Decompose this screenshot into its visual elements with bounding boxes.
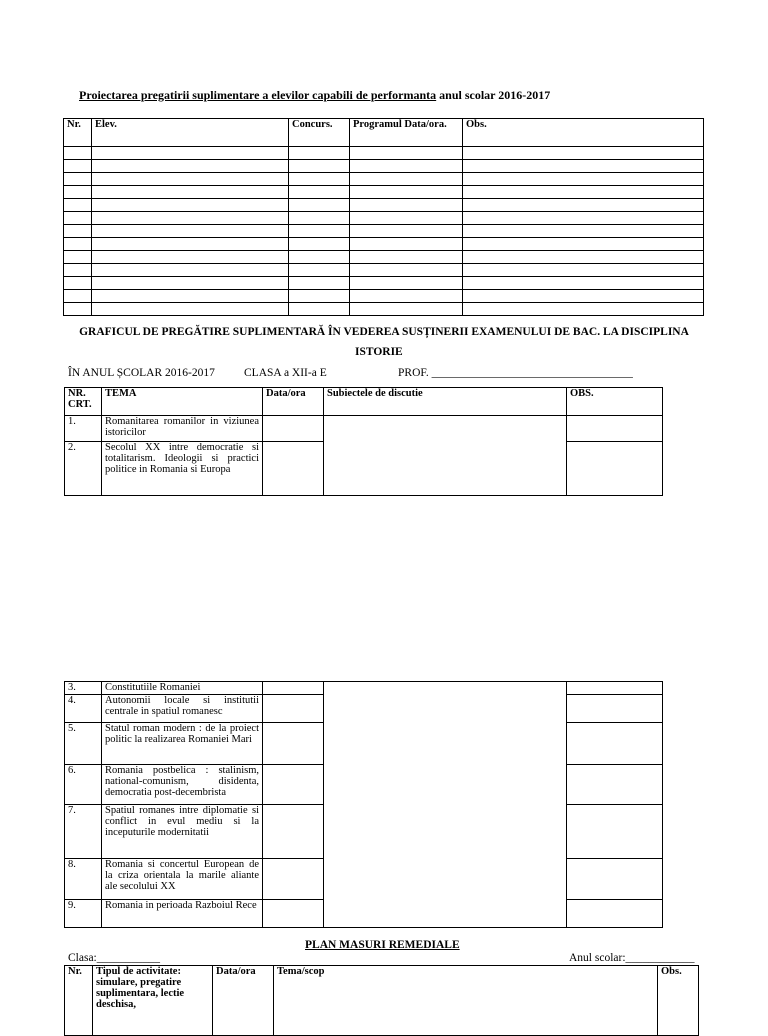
empty-cell [64,251,92,264]
prof-label: PROF. ___________________________________ [398,367,633,379]
empty-cell [350,238,463,251]
empty-cell [64,212,92,225]
empty-cell [350,173,463,186]
header-nr-crt: NR. CRT. [65,388,102,416]
empty-cell [289,303,350,316]
row-tema: Romanitarea romanilor in viziunea istoricilor [102,416,263,442]
empty-cell [289,186,350,199]
empty-cell [289,238,350,251]
header-tema: TEMA [102,388,263,416]
class-label: CLASA a XII-a E [244,367,327,379]
table-row [64,251,704,264]
row-nr: 1. [65,416,102,442]
header-obs-upper: OBS. [567,388,663,416]
header-tema-scop: Tema/scop [274,966,658,1036]
row-obs [567,805,663,859]
empty-cell [350,277,463,290]
remedial-plan-table [64,965,699,1036]
empty-cell [289,225,350,238]
empty-cell [350,264,463,277]
header-data-ora: Data/ora [263,388,324,416]
empty-cell [289,277,350,290]
performance-table-header [64,119,704,147]
empty-cell [289,264,350,277]
table-row [65,416,663,442]
row-data-ora [263,416,324,442]
empty-cell [64,199,92,212]
table-row [64,160,704,173]
row-obs [567,416,663,442]
table-row [64,186,704,199]
table-row [65,682,663,695]
performance-title-underlined: Proiectarea pregatirii suplimentare a elevilor capabili de performanta [79,88,437,102]
empty-cell [92,238,289,251]
empty-cell [350,147,463,160]
performance-title [79,88,550,103]
header-elev: Elev. [92,119,289,147]
row-tema: Romania in perioada Razboiul Rece [102,900,263,928]
row-tema: Spatiul romanes intre diplomatie si conflict in evul mediu si la inceputurile modernitatii [102,805,263,859]
remedial-plan-title: PLAN MASURI REMEDIALE [305,939,460,951]
empty-cell [92,264,289,277]
empty-cell [350,199,463,212]
empty-cell [463,212,704,225]
empty-cell [463,160,704,173]
empty-cell [64,303,92,316]
empty-cell [64,225,92,238]
header-concurs: Concurs. [289,119,350,147]
empty-cell [64,290,92,303]
empty-cell [350,251,463,264]
row-nr: 6. [65,765,102,805]
table-row [64,199,704,212]
row-subiecte [324,682,567,928]
row-data-ora [263,765,324,805]
clasa-label: Clasa:___________ [68,952,160,964]
row-tema: Secolul XX intre democratie si totalitarism. Ideologii si practici politice in Romania si Europa [102,442,263,496]
header-obs: Obs. [463,119,704,147]
row-nr: 9. [65,900,102,928]
bac-schedule-table-part1 [64,387,663,496]
empty-cell [64,277,92,290]
row-obs [567,695,663,723]
empty-cell [463,186,704,199]
empty-cell [92,225,289,238]
header-nr: Nr. [64,119,92,147]
empty-cell [92,290,289,303]
table-row [64,277,704,290]
performance-table [63,118,704,316]
empty-cell [463,290,704,303]
empty-cell [92,251,289,264]
empty-cell [92,147,289,160]
table-row [64,290,704,303]
empty-cell [92,303,289,316]
header-data-ora-remedial: Data/ora [213,966,274,1036]
table-row [64,225,704,238]
empty-cell [463,225,704,238]
empty-cell [289,212,350,225]
bac-schedule-title: GRAFICUL DE PREGĂTIRE SUPLIMENTARĂ ÎN VEDEREA SUSȚINERII EXAMENULUI DE BAC. LA DISCIPLINA [79,326,689,338]
empty-cell [64,173,92,186]
bac-table-header [65,388,663,416]
anul-scolar-label: Anul scolar:____________ [569,952,695,964]
row-obs [567,442,663,496]
row-data-ora [263,723,324,765]
row-data-ora [263,859,324,900]
table-row [64,238,704,251]
row-subiecte [324,416,567,496]
empty-cell [289,199,350,212]
row-nr: 8. [65,859,102,900]
empty-cell [350,212,463,225]
header-subiecte: Subiectele de discutie [324,388,567,416]
row-data-ora [263,900,324,928]
row-data-ora [263,682,324,695]
row-obs [567,723,663,765]
header-obs-remedial: Obs. [658,966,699,1036]
row-nr: 2. [65,442,102,496]
table-row [64,303,704,316]
row-tema: Romania si concertul European de la criza orientala la marile aliante ale secolului XX [102,859,263,900]
performance-title-rest: anul scolar 2016-2017 [436,88,551,102]
empty-cell [64,186,92,199]
empty-cell [350,186,463,199]
row-data-ora [263,442,324,496]
table-row [64,212,704,225]
bac-schedule-table-part2 [64,681,663,928]
empty-cell [92,173,289,186]
header-tipul-activitate: Tipul de activitate: simulare, pregatire suplimentara, lectie deschisa, [93,966,213,1036]
row-nr: 4. [65,695,102,723]
table-row [64,173,704,186]
row-nr: 5. [65,723,102,765]
empty-cell [463,303,704,316]
empty-cell [64,238,92,251]
row-tema: Romania postbelica : stalinism, national-comunism, disidenta, democratia post-decembrista [102,765,263,805]
row-obs [567,859,663,900]
empty-cell [64,147,92,160]
school-year-label: ÎN ANUL ȘCOLAR 2016-2017 [68,367,215,379]
empty-cell [463,199,704,212]
table-row [64,264,704,277]
empty-cell [92,186,289,199]
empty-cell [350,160,463,173]
row-obs [567,900,663,928]
row-tema: Constitutiile Romaniei [102,682,263,695]
bac-schedule-subject: ISTORIE [355,346,403,358]
empty-cell [463,251,704,264]
row-obs [567,682,663,695]
empty-cell [463,173,704,186]
row-nr: 7. [65,805,102,859]
empty-cell [463,238,704,251]
row-nr: 3. [65,682,102,695]
empty-cell [92,160,289,173]
empty-cell [289,290,350,303]
empty-cell [463,264,704,277]
row-tema: Autonomii locale si institutii centrale in spatiul romanesc [102,695,263,723]
remedial-table-header [65,966,699,1036]
empty-cell [64,160,92,173]
empty-cell [289,147,350,160]
table-row [64,147,704,160]
header-programul: Programul Data/ora. [350,119,463,147]
empty-cell [92,212,289,225]
empty-cell [350,290,463,303]
empty-cell [92,277,289,290]
row-tema: Statul roman modern : de la proiect politic la realizarea Romaniei Mari [102,723,263,765]
empty-cell [289,160,350,173]
empty-cell [289,173,350,186]
empty-cell [92,199,289,212]
empty-cell [64,264,92,277]
row-obs [567,765,663,805]
empty-cell [350,303,463,316]
row-data-ora [263,805,324,859]
header-nr-remedial: Nr. [65,966,93,1036]
empty-cell [463,147,704,160]
empty-cell [463,277,704,290]
row-data-ora [263,695,324,723]
empty-cell [350,225,463,238]
empty-cell [289,251,350,264]
